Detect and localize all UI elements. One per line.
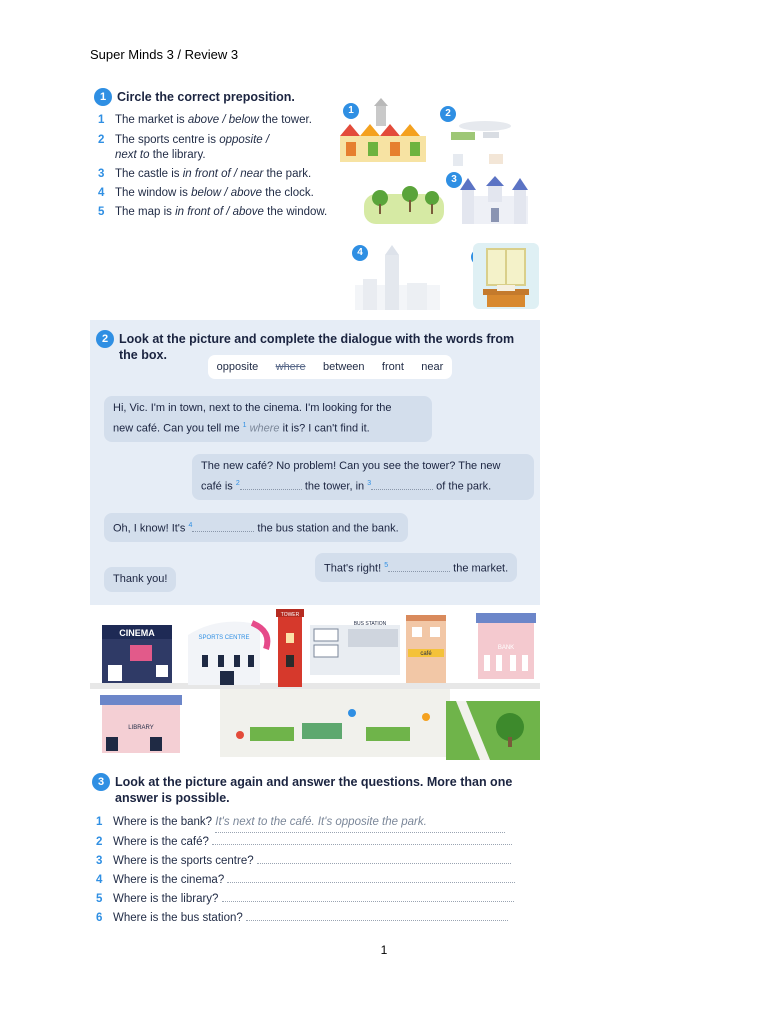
dialogue-text: Oh, I know! It's [113, 522, 189, 535]
word-box-item: opposite [216, 361, 259, 373]
dialogue-bubble-1 [104, 396, 432, 442]
exercise-number-badge: 1 [94, 88, 112, 106]
sports-centre-building [188, 622, 267, 685]
question-number: 2 [96, 836, 103, 848]
exercise-title-text: Circle the correct preposition. [117, 90, 295, 104]
answer-line[interactable] [246, 909, 508, 921]
preposition-options[interactable]: next to [115, 149, 150, 161]
bank-sign: BANK [497, 645, 515, 651]
item-text: the library. [149, 149, 206, 161]
preposition-item[interactable] [98, 203, 327, 222]
preposition-options[interactable]: above / below [187, 114, 259, 126]
question-item [96, 890, 515, 909]
word-box-item: where [275, 361, 306, 373]
blank-5[interactable] [388, 561, 450, 572]
item-text: the tower. [258, 114, 312, 126]
item-text: The sports centre is [115, 134, 220, 146]
preposition-options[interactable]: opposite / [219, 134, 270, 146]
bus-station-sign: BUS STATION [353, 621, 387, 627]
dialogue-bubble-5 [104, 567, 176, 592]
exercise-title-text: Look at the picture and complete the dialogue with the words from the box. [119, 332, 515, 362]
answer-line[interactable] [257, 852, 511, 864]
answer-line[interactable]: It's next to the café. It's opposite the park. [215, 813, 505, 833]
town-picture [90, 605, 540, 760]
dialogue-text: the market. [450, 562, 509, 575]
dialogue-text: The new café? No problem! Can you see the tower? The new [201, 460, 501, 472]
preposition-options[interactable]: in front of / above [175, 206, 264, 218]
dialogue-text: new café. Can you tell me [113, 422, 243, 435]
preposition-item[interactable] [98, 165, 327, 184]
dialogue-text: Hi, Vic. I'm in town, next to the cinema. I'm looking for the [113, 402, 392, 414]
blank-number: 5 [384, 562, 389, 569]
tower-sign: TOWER [280, 612, 300, 618]
question-number: 3 [96, 855, 103, 867]
blank-2[interactable] [240, 479, 302, 490]
blank-4[interactable] [192, 521, 254, 532]
page-number: 1 [380, 943, 388, 957]
window-map-picture [473, 243, 539, 309]
library-building [100, 695, 182, 753]
word-box-item: near [421, 361, 444, 373]
dialogue-bubble-4 [315, 553, 517, 582]
question-text: Where is the bank? [113, 816, 213, 828]
dialogue-text: café is [201, 480, 236, 493]
blank-3[interactable] [371, 479, 433, 490]
exercise-number-badge: 3 [92, 773, 110, 791]
picture-number-badge: 3 [446, 172, 462, 188]
item-text: the park. [263, 168, 312, 180]
blank-number: 3 [367, 480, 372, 487]
preposition-item[interactable] [98, 133, 327, 148]
dialogue-text: the bus station and the bank. [254, 522, 399, 535]
question-item [96, 852, 515, 871]
preposition-list [98, 111, 327, 222]
page-header: Super Minds 3 / Review 3 [90, 47, 239, 62]
question-item [96, 871, 515, 890]
question-number: 1 [96, 816, 103, 828]
question-text: Where is the sports centre? [113, 855, 254, 867]
dialogue-text: of the park. [433, 480, 492, 493]
cinema-building [102, 625, 172, 683]
exercise-3-card [90, 765, 540, 928]
question-number: 5 [96, 893, 103, 905]
dialogue-bubble-3 [104, 513, 408, 542]
preposition-item[interactable] [98, 184, 327, 203]
dialogue-text: Thank you! [113, 573, 168, 585]
answer-line[interactable] [227, 871, 515, 883]
item-number: 2 [98, 134, 105, 146]
question-text: Where is the café? [113, 836, 209, 848]
cafe-building [406, 615, 446, 683]
sports-library-picture [445, 120, 515, 170]
question-item [96, 813, 515, 833]
exercise-3-title [92, 774, 527, 806]
picture-number-badge: 1 [343, 103, 359, 119]
item-number: 1 [98, 114, 105, 126]
preposition-item-continued[interactable] [98, 148, 327, 163]
item-number: 3 [98, 168, 105, 180]
item-number: 5 [98, 206, 105, 218]
question-text: Where is the cinema? [113, 874, 225, 886]
blank-answer-1[interactable]: where [249, 422, 280, 435]
item-text: the clock. [262, 187, 314, 199]
bank-building [476, 613, 536, 679]
market-tower-picture [338, 98, 434, 170]
picture-number-badge: 2 [440, 106, 456, 122]
dialogue-text: it is? I can't find it. [279, 422, 370, 435]
preposition-item[interactable] [98, 111, 327, 130]
question-item [96, 909, 515, 928]
park [446, 701, 540, 760]
item-text: The castle is [115, 168, 183, 180]
word-box-item: between [322, 361, 365, 373]
item-text: The window is [115, 187, 192, 199]
exercise-1-title [94, 89, 295, 105]
word-box-item: front [381, 361, 404, 373]
question-list [96, 813, 515, 928]
exercise-title-text: Look at the picture again and answer the questions. More than one answer is possible. [115, 775, 513, 805]
item-number: 4 [98, 187, 105, 199]
exercise-2-card [90, 320, 540, 760]
bus-station-building [310, 621, 400, 675]
question-text: Where is the library? [113, 893, 219, 905]
preposition-options[interactable]: below / above [191, 187, 263, 199]
word-box [208, 355, 452, 379]
dialogue-text: the tower, in [301, 480, 368, 493]
item-text: the window. [263, 206, 328, 218]
library-sign: LIBRARY [128, 725, 154, 731]
dialogue-text: That's right! [324, 562, 385, 575]
blank-number: 1 [242, 422, 247, 429]
blank-number: 4 [188, 522, 193, 529]
cafe-sign: café [420, 651, 432, 657]
question-text: Where is the bus station? [113, 912, 243, 924]
question-item [96, 833, 515, 852]
item-text: The market is [115, 114, 188, 126]
answer-line[interactable] [212, 833, 512, 845]
clock-tower-picture [355, 245, 440, 310]
cinema-sign: CINEMA [119, 628, 155, 638]
sports-centre-sign: SPORTS CENTRE [198, 635, 250, 641]
question-number: 4 [96, 874, 103, 886]
dialogue-bubble-2 [192, 454, 534, 500]
preposition-options[interactable]: in front of / near [182, 168, 264, 180]
blank-number: 2 [235, 480, 240, 487]
question-number: 6 [96, 912, 103, 924]
item-text: The map is [115, 206, 176, 218]
tower-building [276, 609, 304, 687]
exercise-number-badge: 2 [96, 330, 114, 348]
answer-line[interactable] [222, 890, 514, 902]
exercise-1-card [90, 80, 540, 312]
picture-number-badge: 4 [352, 245, 368, 261]
castle-park-picture [362, 176, 540, 228]
